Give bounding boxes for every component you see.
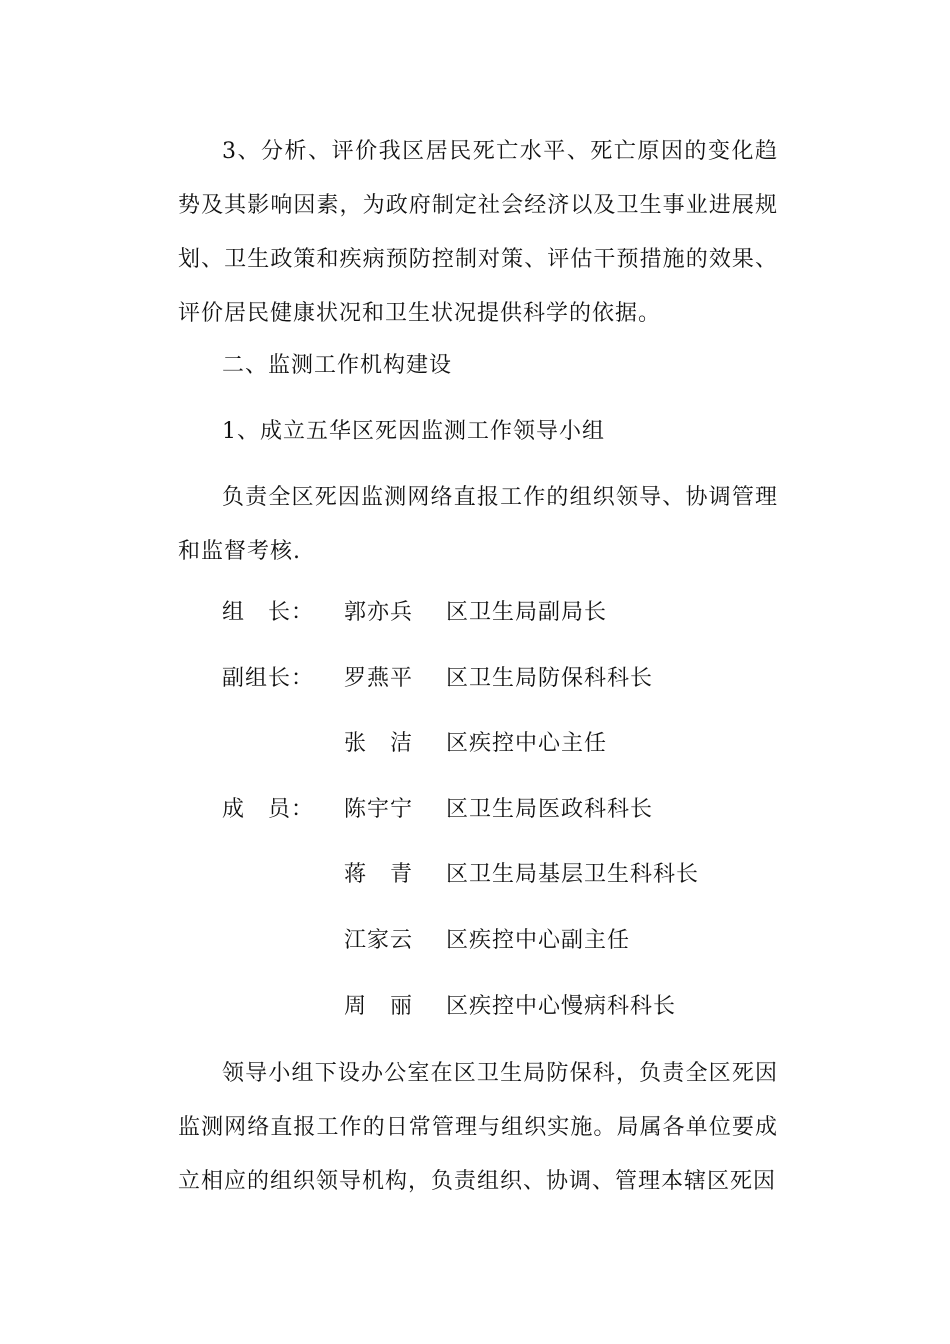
member-title: 区疾控中心副主任 [446, 928, 631, 953]
paragraph-office: 领导小组下设办公室在区卫生局防保科，负责全区死因监测网络直报工作的日常管理与组织实施。局属各单位要成立相应的组织领导机构，负责组织、协调、管理本辖区死因 [178, 1061, 778, 1194]
member-name: 江家云 [344, 928, 414, 953]
member-title: 区卫生局防保科科长 [446, 666, 654, 691]
member-title: 区卫生局医政科科长 [446, 797, 654, 822]
member-name: 罗燕平 [344, 666, 414, 691]
member-row [0, 783, 950, 837]
member-row [0, 652, 950, 706]
member-title: 区疾控中心慢病科科长 [446, 994, 677, 1019]
member-role: 副组长： [222, 666, 315, 691]
section-heading: 二、监测工作机构建设 [222, 353, 453, 378]
member-title: 区卫生局副局长 [446, 600, 608, 625]
member-role: 组 长： [222, 600, 315, 625]
member-title: 区疾控中心主任 [446, 731, 608, 756]
member-name: 郭亦兵 [344, 600, 414, 625]
member-row [0, 586, 950, 640]
member-row [0, 848, 950, 902]
member-name: 张 洁 [344, 731, 414, 756]
subsection-heading: 1、成立五华区死因监测工作领导小组 [222, 419, 605, 444]
member-name: 周 丽 [344, 994, 414, 1019]
paragraph-duties: 负责全区死因监测网络直报工作的组织领导、协调管理和监督考核. [178, 485, 778, 564]
member-name: 蒋 青 [344, 862, 414, 887]
paragraph-objective-3: 3、分析、评价我区居民死亡水平、死亡原因的变化趋势及其影响因素，为政府制定社会经济以及卫生事业进展规划、卫生政策和疾病预防控制对策、评估干预措施的效果、评价居民健康状况和卫生状况提供科学的依据。 [178, 139, 778, 326]
member-row [0, 717, 950, 771]
member-row [0, 914, 950, 968]
member-role: 成 员： [222, 797, 315, 822]
member-title: 区卫生局基层卫生科科长 [446, 862, 700, 887]
member-row [0, 980, 950, 1034]
member-name: 陈宇宁 [344, 797, 414, 822]
